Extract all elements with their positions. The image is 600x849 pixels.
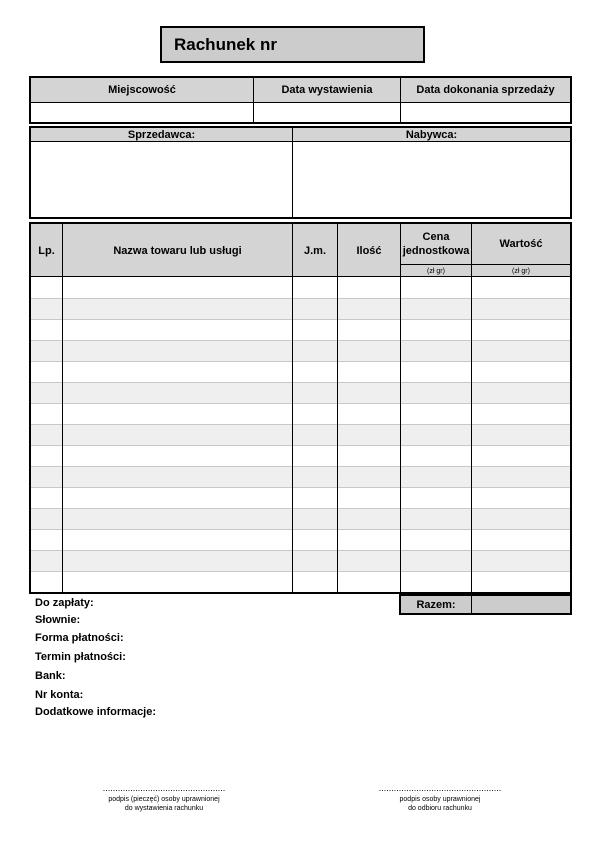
divider: [292, 128, 293, 217]
table-row[interactable]: [31, 572, 570, 593]
col-lp-header: Lp.: [38, 244, 55, 257]
table-row[interactable]: [31, 425, 570, 446]
currency-note-value: (zł gr): [472, 264, 570, 277]
seller-field[interactable]: [31, 143, 292, 217]
divider: [400, 78, 401, 122]
sale-date-label: Data dokonania sprzedaży: [401, 78, 570, 103]
receiver-signature-line2: do odbioru rachunku: [408, 805, 472, 812]
table-row[interactable]: [31, 299, 570, 320]
issue-date-field[interactable]: [254, 103, 400, 122]
divider: [292, 224, 293, 592]
table-row[interactable]: [31, 404, 570, 425]
to-pay-label: Do zapłaty:: [35, 597, 94, 609]
divider: [337, 224, 338, 592]
in-words-label: Słownie:: [35, 614, 81, 626]
table-row[interactable]: [31, 551, 570, 572]
col-unit-header: J.m.: [303, 244, 326, 257]
table-row[interactable]: [31, 320, 570, 341]
table-row[interactable]: [31, 509, 570, 530]
sale-date-field[interactable]: [401, 103, 570, 122]
table-row[interactable]: [31, 278, 570, 299]
issuer-signature-line2: do wystawienia rachunku: [124, 805, 204, 812]
total-value-field[interactable]: [472, 596, 570, 613]
divider: [400, 224, 401, 592]
table-row[interactable]: [31, 467, 570, 488]
issue-date-label: Data wystawienia: [254, 78, 400, 103]
issuer-signature: [79, 784, 249, 813]
table-row[interactable]: [31, 488, 570, 509]
table-row[interactable]: [31, 383, 570, 404]
issuer-signature-line1: podpis (pieczęć) osoby uprawnionej: [108, 796, 220, 803]
account-number-label: Nr konta:: [35, 689, 84, 701]
table-row[interactable]: [31, 341, 570, 362]
total-label: Razem:: [401, 596, 472, 613]
divider: [253, 78, 254, 122]
items-table: [29, 222, 572, 594]
signature-line: .................................................: [378, 783, 502, 793]
col-unit-price-header: Cena jednostkowa: [402, 231, 470, 257]
place-label: Miejscowość: [31, 78, 253, 103]
col-name-header: Nazwa towaru lub usługi: [113, 244, 242, 257]
document-title: Rachunek nr: [160, 26, 425, 63]
col-value-header: Wartość: [499, 238, 543, 250]
signature-line: .................................................: [102, 783, 226, 793]
table-row[interactable]: [31, 530, 570, 551]
parties-section: [29, 126, 572, 219]
divider: [471, 224, 472, 592]
table-row[interactable]: [31, 446, 570, 467]
bank-label: Bank:: [35, 670, 66, 682]
total-box: [399, 594, 572, 615]
additional-info-label: Dodatkowe informacje:: [35, 706, 157, 718]
buyer-field[interactable]: [293, 143, 570, 217]
receiver-signature: [355, 784, 525, 813]
place-date-section: [29, 76, 572, 124]
place-field[interactable]: [31, 103, 253, 122]
seller-label: Sprzedawca:: [31, 128, 292, 142]
buyer-label: Nabywca:: [293, 128, 570, 142]
payment-term-label: Termin płatności:: [35, 651, 126, 663]
divider: [62, 224, 63, 592]
table-row[interactable]: [31, 362, 570, 383]
currency-note-price: (zł gr): [401, 264, 471, 277]
payment-form-label: Forma płatności:: [35, 632, 124, 644]
col-qty-header: Ilość: [356, 244, 382, 257]
receiver-signature-line1: podpis osoby uprawnionej: [399, 796, 481, 803]
